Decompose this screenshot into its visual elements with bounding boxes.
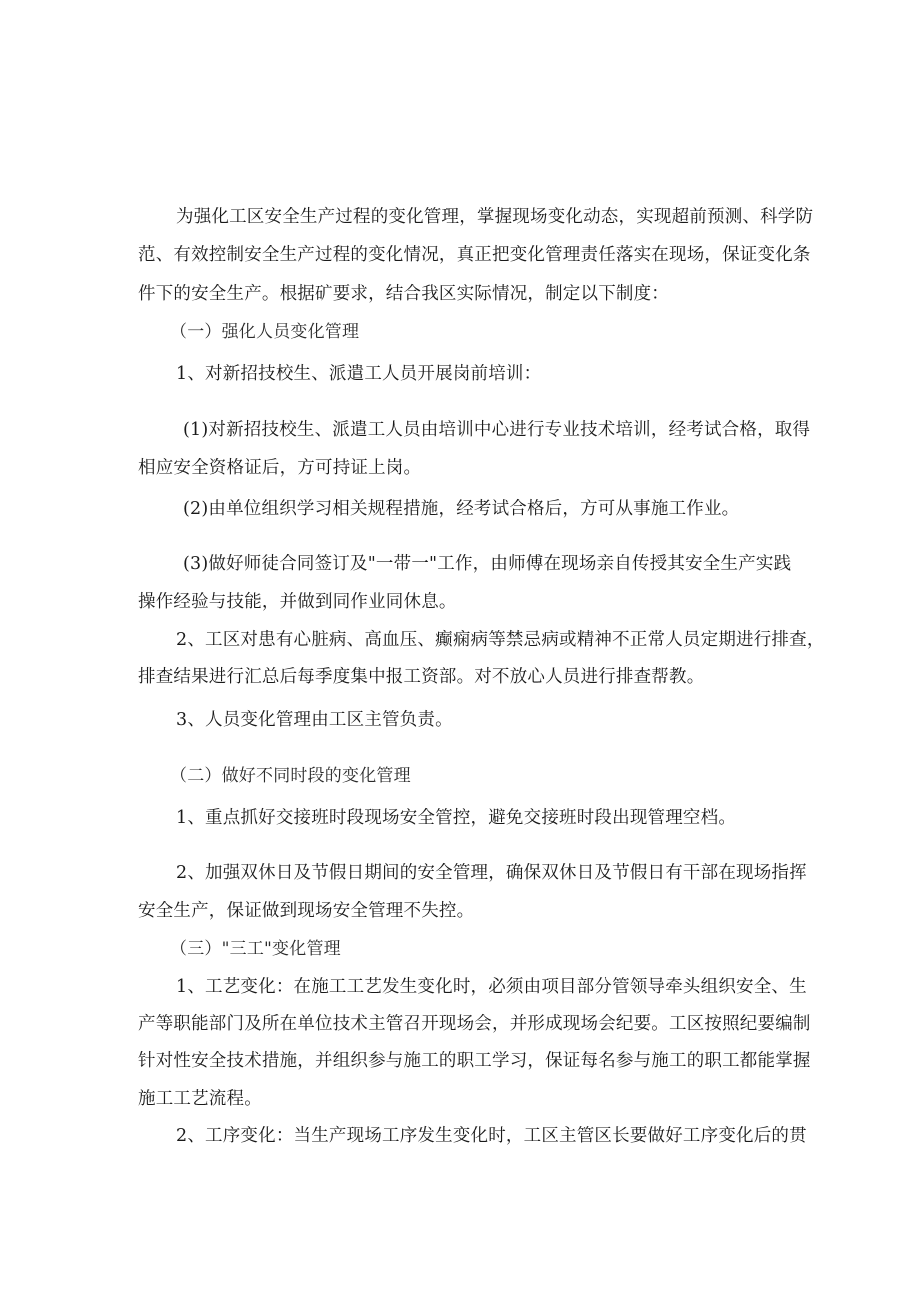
section-1-heading: （一）强化人员变化管理	[170, 322, 360, 342]
section-1-item-1: 1、对新招技校生、派遣工人员开展岗前培训：	[176, 364, 542, 384]
section-1-item-2-line-2: 排查结果进行汇总后每季度集中报工资部。对不放心人员进行排查帮教。	[138, 667, 705, 687]
section-1-sub-1-line-1: (1)对新招技校生、派遣工人员由培训中心进行专业技术培训，经考试合格，取得	[183, 420, 811, 440]
section-3-item-1-line-4: 施工工艺流程。	[138, 1089, 262, 1109]
section-3-heading: （三）"三工"变化管理	[170, 939, 341, 959]
intro-line-1: 为强化工区安全生产过程的变化管理，掌握现场变化动态，实现超前预测、科学防	[176, 207, 814, 227]
section-2-item-2-line-1: 2、加强双休日及节假日期间的安全管理，确保双休日及节假日有干部在现场指挥	[176, 863, 807, 883]
section-2-heading: （二）做好不同时段的变化管理	[170, 766, 411, 786]
section-1-sub-2: (2)由单位组织学习相关规程措施，经考试合格后，方可从事施工作业。	[183, 499, 740, 519]
intro-line-3: 件下的安全生产。根据矿要求，结合我区实际情况，制定以下制度：	[138, 284, 669, 304]
section-2-item-2-line-2: 安全生产，保证做到现场安全管理不失控。	[138, 901, 475, 921]
section-1-sub-3-line-1: (3)做好师徒合同签订及"一带一"工作，由师傅在现场亲自传授其安全生产实践	[183, 554, 792, 574]
section-3-item-1-line-1: 1、工艺变化：在施工工艺发生变化时，必须由项目部分管领导牵头组织安全、生	[176, 977, 807, 997]
intro-line-2: 范、有效控制安全生产过程的变化情况，真正把变化管理责任落实在现场，保证变化条	[138, 245, 811, 265]
section-1-item-2-line-1: 2、工区对患有心脏病、高血压、癫痫病等禁忌病或精神不正常人员定期进行排查，	[176, 630, 825, 650]
section-3-item-1-line-3: 针对性安全技术措施，并组织参与施工的职工学习，保证每名参与施工的职工都能掌握	[138, 1051, 811, 1071]
section-1-item-3: 3、人员变化管理由工区主管负责。	[176, 710, 453, 730]
section-2-item-1: 1、重点抓好交接班时段现场安全管控，避免交接班时段出现管理空档。	[176, 808, 737, 828]
section-3-item-2-line-1: 2、工序变化：当生产现场工序发生变化时，工区主管区长要做好工序变化后的贯	[176, 1126, 807, 1146]
section-1-sub-3-line-2: 操作经验与技能，并做到同作业同休息。	[138, 592, 457, 612]
section-1-sub-1-line-2: 相应安全资格证后，方可持证上岗。	[138, 458, 422, 478]
section-3-item-1-line-2: 产等职能部门及所在单位技术主管召开现场会，并形成现场会纪要。工区按照纪要编制	[138, 1014, 811, 1034]
